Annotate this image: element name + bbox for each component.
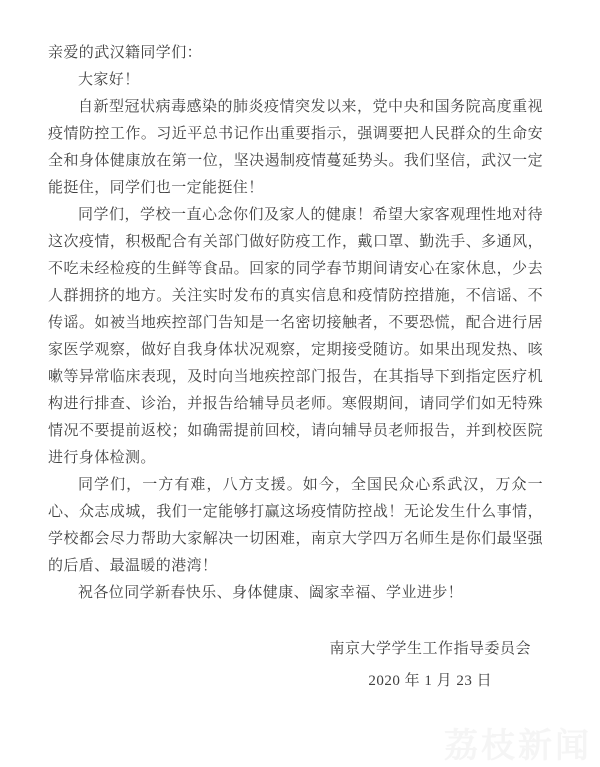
signature-organization: 南京大学学生工作指导委员会 <box>329 641 531 657</box>
letter-salutation: 亲爱的武汉籍同学们： <box>48 45 203 61</box>
signature-date: 2020 年 1 月 23 日 <box>368 673 493 689</box>
signature-block <box>48 633 543 697</box>
signature-inner <box>329 633 531 697</box>
news-watermark: 荔枝新闻 <box>444 728 592 765</box>
letter-paragraph-2: 同学们，学校一直心念你们及家人的健康！希望大家客观理性地对待这次疫情，积极配合有关部门做好防疫工作，戴口罩、勤洗手、多通风，不吃未经检疫的生鲜等食品。回家的同学春节期间请安心在家休息，少去人群拥挤的地方。关注实时发布的真实信息和疫情防控措施，不信谣、不传谣。如被当地疾控部门告知是一名密切接触者，不要恐慌，配合进行居家医学观察，做好自我身体状况观察，定期接受随访。如果出现发热、咳嗽等异常临床表现，及时向当地疾控部门报告，在其指导下到指定医疗机构进行排查、诊治，并报告给辅导员老师。寒假期间，请同学们如无特殊情况不要提前返校；如确需提前回校，请向辅导员老师报告，并到校医院进行身体检测。 <box>48 207 543 466</box>
letter-wishes: 祝各位同学新春快乐、身体健康、阖家幸福、学业进步！ <box>78 585 464 601</box>
letter-greeting: 大家好！ <box>78 72 140 88</box>
letter-paragraph-3: 同学们，一方有难，八方支援。如今，全国民众心系武汉，万众一心、众志成城，我们一定能够打赢这场疫情防控战！无论发生什么事情，学校都会尽力帮助大家解决一切困难，南京大学四万名师生是你们最坚强的后盾、最温暖的港湾！ <box>48 477 543 574</box>
letter-paragraph-1: 自新型冠状病毒感染的肺炎疫情突发以来，党中央和国务院高度重视疫情防控工作。习近平总书记作出重要指示，强调要把人民群众的生命安全和身体健康放在第一位，坚决遏制疫情蔓延势头。我们坚信，武汉一定能挺住，同学们也一定能挺住！ <box>48 99 543 196</box>
